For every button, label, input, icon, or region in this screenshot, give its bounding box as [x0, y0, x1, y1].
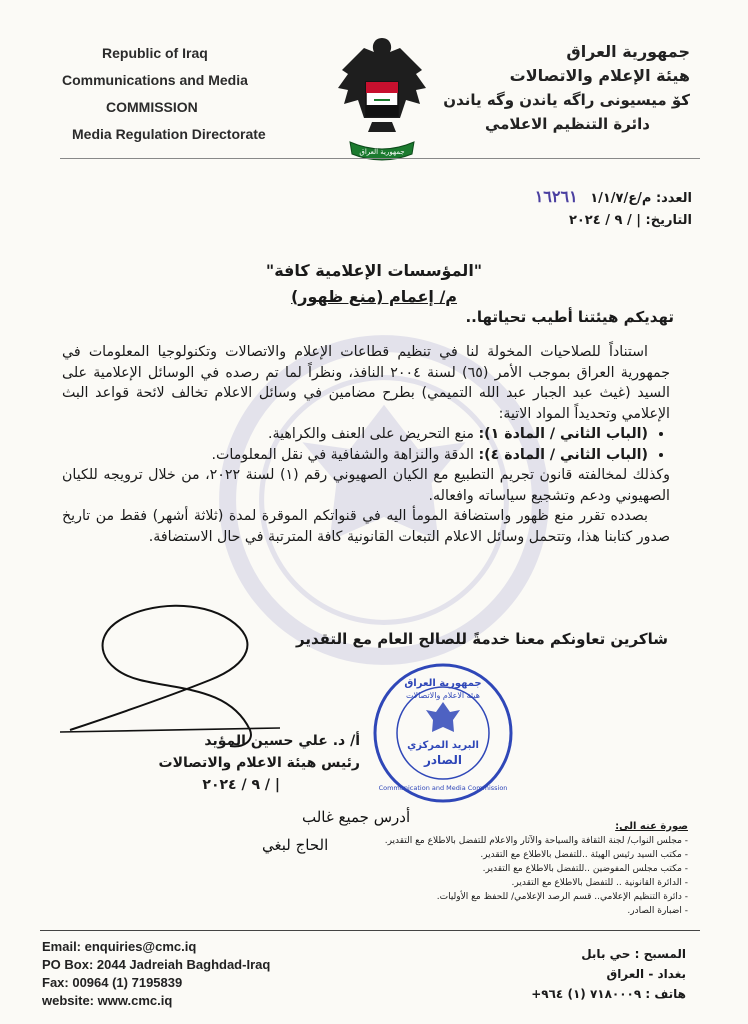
subject-line: م/ إعمام (منع ظهور)	[290, 287, 458, 306]
reference-block	[535, 186, 692, 232]
list-item: - اضبارة الصادر.	[627, 906, 688, 916]
body-paragraph-2: وكذلك لمخالفته قانون تجريم التطبيع مع الكيان الصهيوني رقم (١) لسنة ٢٠٢٢، من خلال ترويجه للكيان الصهيوني ودعم وتشجيع سياساته وافعاله.	[62, 467, 671, 504]
reference-date	[535, 210, 692, 232]
header-divider	[60, 158, 700, 159]
header-en-line2: Communications and Media	[62, 72, 248, 88]
seal-top-text: جمهورية العراق	[404, 678, 482, 689]
official-stamp-seal	[370, 660, 516, 806]
seal-english-ring: Communication and Media Commission	[378, 784, 508, 792]
reference-date-value: | / ٩ / ٢٠٢٤	[568, 213, 641, 228]
list-item: - مكتب مجلس المفوضين ..للتفضل بالاطلاع مع التقدير.	[482, 864, 688, 874]
list-item-ref: (الباب الثاني / المادة ١):	[478, 426, 648, 442]
footer-fax: Fax: 00964 (1) 7195839	[42, 975, 183, 990]
footer-ar-line2: بغداد - العراق	[606, 967, 686, 981]
seal-center-top: البريد المركزي	[407, 740, 479, 751]
footer-divider	[40, 930, 700, 931]
signer-name-line	[110, 730, 360, 752]
header-en-line1: Republic of Iraq	[102, 45, 208, 61]
header-english	[62, 40, 332, 148]
reference-date-label: التاريخ:	[645, 213, 692, 228]
footer-ar-line3: هاتف : ٧١٨٠٠٠٩ (١) ٩٦٤+	[531, 987, 686, 1001]
signer-title: رئيس هيئة الاعلام والاتصالات	[158, 755, 360, 771]
header-ar-line2: هيئة الإعلام والاتصالات	[509, 66, 690, 85]
seal-center-bottom: الصادر	[423, 753, 463, 767]
header-ar-line4: دائرة التنظيم الاعلامي	[484, 115, 650, 133]
reference-number-value: م/ع/١/١/٧	[590, 191, 652, 206]
cc-list	[248, 820, 688, 918]
signer-prefix: أ/	[350, 733, 360, 749]
reference-handwritten-number: ١٦٢٦١	[534, 187, 578, 206]
footer-po-box: PO Box: 2044 Jadreiah Baghdad-Iraq	[42, 957, 271, 972]
handwritten-note-line2: الحاج لبغي	[262, 836, 329, 854]
footer-ar-line1: المسبح : حي بابل	[581, 947, 686, 961]
body-paragraph-1: استناداً للصلاحيات المخولة لنا في تنظيم قطاعات الإعلام والاتصالات وتكنولوجيا المعلومات في جمهورية العراق بموجب الأمر (٦٥) لسنة ٢٠٠٤ النافذ، ونظراً لما تم رصده في الوسائل الإعلامية على السيد (غيث عبد الجبار عبد الله التميمي) بطرح مضامين في وسائل الاعلام تخالف لائحة قواعد البث الإعلامي وتحديداً المواد الاتية:	[62, 344, 670, 422]
closing-line: شاكرين تعاونكم معنا خدمةً للصالح العام مع التقدير	[296, 630, 668, 648]
list-item: - دائرة التنظيم الإعلامي.. قسم الرصد الإعلامي/ للحفظ مع الأوليات.	[436, 892, 688, 902]
list-item: - الدائرة القانونية .. للتفضل بالاطلاع مع التقدير.	[511, 878, 688, 888]
list-item: - مكتب السيد رئيس الهيئة ..للتفضل بالاطلاع مع التقدير.	[480, 850, 688, 860]
header-en-line4: Media Regulation Directorate	[72, 126, 266, 142]
list-item-ref: (الباب الثاني / المادة ٤):	[478, 446, 648, 463]
footer-arabic	[531, 944, 686, 1004]
list-item-text: الدقة والنزاهة والشفافية في نقل المعلومات.	[211, 446, 479, 463]
list-item	[62, 445, 648, 466]
footer-english	[42, 938, 270, 1010]
addressee-block	[0, 258, 748, 310]
list-item: - مجلس النواب/ لجنة الثقافة والسياحة والآثار والاعلام للتفضل بالاطلاع مع التقدير.	[384, 836, 688, 846]
greeting: تهديكم هيئتنا أطيب تحياتها..	[465, 308, 674, 326]
header-ar-line1: جمهورية العراق	[566, 42, 690, 61]
header-ar-line3: كۆ ميسيونى راگه ياندن وگه ياندن	[443, 91, 690, 109]
seal-mid-text: هيئة الاعلام والاتصالات	[405, 691, 481, 700]
reference-number	[535, 186, 692, 210]
list-item	[62, 424, 648, 445]
reference-number-label: العدد:	[655, 191, 692, 206]
body-paragraph-3: بصدده تقرر منع ظهور واستضافة المومأ اليه في قنواتكم الموقرة لمدة (ثلاثة أشهر) فقط من تاريخ صدور كتابنا هذا، وتتحمل وسائل الاعلام التبعات القانونية كافة المترتبة في حال الاستضافة.	[62, 508, 670, 545]
footer-email: Email: enquiries@cmc.iq	[42, 939, 197, 954]
footer-website: website: www.cmc.iq	[42, 993, 173, 1008]
header-arabic	[390, 40, 690, 136]
emblem-banner-text: جمهورية العراق	[359, 148, 405, 156]
signer-block	[110, 730, 360, 796]
signer-date: | / ٩ / ٢٠٢٤	[202, 777, 280, 793]
signer-name: د. علي حسين المؤيد	[204, 733, 346, 749]
handwritten-note-line1: أدرس جميع غالب	[302, 808, 411, 826]
violations-list	[62, 424, 670, 465]
letter-body	[62, 342, 670, 547]
cc-title: صورة عنه الى:	[615, 821, 688, 832]
header-en-line3: COMMISSION	[106, 99, 198, 115]
addressee-to: "المؤسسات الإعلامية كافة"	[265, 261, 483, 280]
list-item-text: منع التحريض على العنف والكراهية.	[267, 426, 479, 442]
